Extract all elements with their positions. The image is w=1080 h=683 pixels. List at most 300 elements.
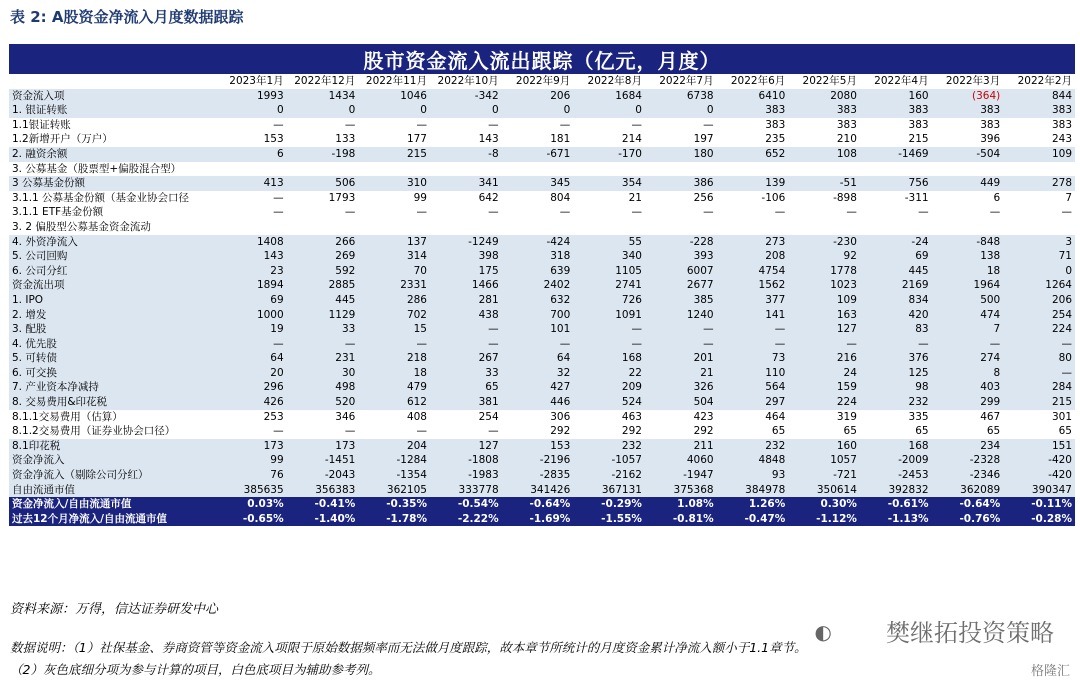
table-cell: -51 xyxy=(788,176,860,191)
table-cell xyxy=(358,220,430,235)
table-cell: -721 xyxy=(788,468,860,483)
row-label: 资金净流入/自由流通市值 xyxy=(9,497,215,512)
table-cell: -2009 xyxy=(860,453,932,468)
table-row xyxy=(9,191,1075,206)
table-cell: 160 xyxy=(788,439,860,454)
table-cell: 1894 xyxy=(215,278,287,293)
table-cell: -1.78% xyxy=(358,512,430,527)
table-cell: -170 xyxy=(573,147,645,162)
table-cell: 335 xyxy=(860,410,932,425)
table-cell: 592 xyxy=(287,264,359,279)
table-cell: 354 xyxy=(573,176,645,191)
table-cell: — xyxy=(645,205,717,220)
table-cell: -24 xyxy=(860,235,932,250)
table-cell: — xyxy=(287,118,359,133)
table-cell: 64 xyxy=(502,351,574,366)
table-cell: 296 xyxy=(215,380,287,395)
table-cell: -2196 xyxy=(502,453,574,468)
table-cell: — xyxy=(717,205,789,220)
table-cell: 224 xyxy=(1003,322,1075,337)
table-cell: 0 xyxy=(287,103,359,118)
fund-flow-grid xyxy=(9,74,1075,526)
table-cell: -0.76% xyxy=(932,512,1004,527)
table-cell: 65 xyxy=(860,424,932,439)
table-cell: 173 xyxy=(287,439,359,454)
table-cell: -1983 xyxy=(430,468,502,483)
table-cell: -2162 xyxy=(573,468,645,483)
row-label: 5. 可转债 xyxy=(9,351,215,366)
table-cell: 235 xyxy=(717,132,789,147)
table-cell: 254 xyxy=(1003,308,1075,323)
table-cell: 19 xyxy=(215,322,287,337)
table-cell: -1808 xyxy=(430,453,502,468)
table-cell: — xyxy=(215,191,287,206)
table-cell: — xyxy=(430,205,502,220)
row-label: 3 公募基金份额 xyxy=(9,176,215,191)
table-cell: 2169 xyxy=(860,278,932,293)
table-row xyxy=(9,351,1075,366)
table-cell: -2328 xyxy=(932,453,1004,468)
table-cell xyxy=(717,220,789,235)
table-cell: 377 xyxy=(717,293,789,308)
month-header: 2022年11月 xyxy=(358,74,430,89)
table-title: 股市资金流入流出跟踪（亿元，月度） xyxy=(9,44,1075,74)
table-cell: 231 xyxy=(287,351,359,366)
table-cell: 0 xyxy=(430,103,502,118)
table-cell: -1.12% xyxy=(788,512,860,527)
table-cell: 292 xyxy=(502,424,574,439)
table-cell: 168 xyxy=(573,351,645,366)
table-cell: 1.08% xyxy=(645,497,717,512)
table-cell: — xyxy=(788,337,860,352)
table-row xyxy=(9,322,1075,337)
table-cell: 319 xyxy=(788,410,860,425)
table-cell: 702 xyxy=(358,308,430,323)
table-cell: 0 xyxy=(573,103,645,118)
table-cell: — xyxy=(645,118,717,133)
table-cell: 383 xyxy=(860,103,932,118)
row-label: 资金流出项 xyxy=(9,278,215,293)
table-cell xyxy=(430,162,502,177)
table-cell: 375368 xyxy=(645,483,717,498)
table-cell: 141 xyxy=(717,308,789,323)
table-cell: -504 xyxy=(932,147,1004,162)
table-cell: 393 xyxy=(645,249,717,264)
table-cell: 55 xyxy=(573,235,645,250)
table-cell: 0.03% xyxy=(215,497,287,512)
table-cell: 197 xyxy=(645,132,717,147)
table-cell: 6738 xyxy=(645,89,717,104)
table-cell: 80 xyxy=(1003,351,1075,366)
table-cell: 356383 xyxy=(287,483,359,498)
table-cell: 99 xyxy=(358,191,430,206)
table-cell: -0.65% xyxy=(215,512,287,527)
table-cell: 281 xyxy=(430,293,502,308)
table-cell: 215 xyxy=(1003,395,1075,410)
data-note-1: 数据说明：（1）社保基金、券商资管等资金流入项限于原始数据频率而无法做月度跟踪，故本章节所统计的月度资金累计净流入额小于1.1章节。 xyxy=(10,640,807,655)
row-label: 1.1银证转账 xyxy=(9,118,215,133)
table-cell: 383 xyxy=(932,118,1004,133)
table-cell: 159 xyxy=(788,380,860,395)
table-cell: 286 xyxy=(358,293,430,308)
row-label: 1. IPO xyxy=(9,293,215,308)
table-cell: — xyxy=(430,424,502,439)
table-cell: -1469 xyxy=(860,147,932,162)
table-cell: — xyxy=(358,424,430,439)
table-cell: 333778 xyxy=(430,483,502,498)
table-cell: 318 xyxy=(502,249,574,264)
table-cell: 4754 xyxy=(717,264,789,279)
table-cell: 423 xyxy=(645,410,717,425)
table-cell: 232 xyxy=(573,439,645,454)
table-cell: -230 xyxy=(788,235,860,250)
table-cell: — xyxy=(573,337,645,352)
table-cell: 446 xyxy=(502,395,574,410)
table-cell: 65 xyxy=(430,380,502,395)
table-cell: 3 xyxy=(1003,235,1075,250)
table-cell: 445 xyxy=(287,293,359,308)
table-cell: 215 xyxy=(358,147,430,162)
table-cell: 383 xyxy=(860,118,932,133)
table-cell: — xyxy=(1003,337,1075,352)
table-cell: 218 xyxy=(358,351,430,366)
table-row xyxy=(9,410,1075,425)
table-cell: -228 xyxy=(645,235,717,250)
table-cell xyxy=(788,220,860,235)
table-cell: 652 xyxy=(717,147,789,162)
table-cell: 376 xyxy=(860,351,932,366)
row-label: 4. 优先股 xyxy=(9,337,215,352)
row-label: 自由流通市值 xyxy=(9,483,215,498)
table-cell: 500 xyxy=(932,293,1004,308)
table-cell: 109 xyxy=(788,293,860,308)
table-cell: -0.64% xyxy=(502,497,574,512)
table-cell: 524 xyxy=(573,395,645,410)
table-cell: 390347 xyxy=(1003,483,1075,498)
table-cell: -1249 xyxy=(430,235,502,250)
table-cell: — xyxy=(573,322,645,337)
table-cell: 292 xyxy=(645,424,717,439)
table-cell: 65 xyxy=(932,424,1004,439)
table-row xyxy=(9,103,1075,118)
table-cell: 65 xyxy=(788,424,860,439)
table-cell: 232 xyxy=(860,395,932,410)
month-header: 2022年4月 xyxy=(860,74,932,89)
table-cell: 726 xyxy=(573,293,645,308)
table-cell: 464 xyxy=(717,410,789,425)
row-label: 3. 配股 xyxy=(9,322,215,337)
row-label: 资金净流入（剔除公司分红） xyxy=(9,468,215,483)
table-cell xyxy=(358,162,430,177)
table-cell xyxy=(287,162,359,177)
table-cell: 127 xyxy=(788,322,860,337)
table-cell: 326 xyxy=(645,380,717,395)
table-cell xyxy=(1003,220,1075,235)
table-cell xyxy=(788,162,860,177)
table-cell xyxy=(287,220,359,235)
table-cell: 4848 xyxy=(717,453,789,468)
table-cell: 700 xyxy=(502,308,574,323)
row-label: 7. 产业资本净减持 xyxy=(9,380,215,395)
table-row xyxy=(9,205,1075,220)
table-cell: 0 xyxy=(1003,264,1075,279)
table-cell: 362089 xyxy=(932,483,1004,498)
table-cell: -1.69% xyxy=(502,512,574,527)
table-row xyxy=(9,147,1075,162)
table-cell: 243 xyxy=(1003,132,1075,147)
row-label: 3. 公募基金（股票型+偏股混合型） xyxy=(9,162,215,177)
table-cell: 1434 xyxy=(287,89,359,104)
table-cell: 1046 xyxy=(358,89,430,104)
table-cell: 306 xyxy=(502,410,574,425)
row-label: 5. 公司回购 xyxy=(9,249,215,264)
table-cell: 30 xyxy=(287,366,359,381)
table-cell: 301 xyxy=(1003,410,1075,425)
table-cell: 211 xyxy=(645,439,717,454)
table-cell: 463 xyxy=(573,410,645,425)
table-cell: 109 xyxy=(1003,147,1075,162)
table-cell: 2080 xyxy=(788,89,860,104)
table-cell: 21 xyxy=(645,366,717,381)
month-header: 2023年1月 xyxy=(215,74,287,89)
table-cell: -671 xyxy=(502,147,574,162)
row-label: 3. 2 偏股型公募基金资金流动 xyxy=(9,220,215,235)
table-cell: 632 xyxy=(502,293,574,308)
table-row xyxy=(9,278,1075,293)
table-cell: 2677 xyxy=(645,278,717,293)
table-cell: -0.28% xyxy=(1003,512,1075,527)
table-cell: 408 xyxy=(358,410,430,425)
table-cell: 215 xyxy=(860,132,932,147)
table-cell: — xyxy=(717,337,789,352)
table-cell: — xyxy=(1003,205,1075,220)
table-cell: 413 xyxy=(215,176,287,191)
table-cell: — xyxy=(788,205,860,220)
table-cell: 292 xyxy=(573,424,645,439)
table-cell: -0.61% xyxy=(860,497,932,512)
table-cell: -1.40% xyxy=(287,512,359,527)
table-cell: 92 xyxy=(788,249,860,264)
table-cell: 0 xyxy=(502,103,574,118)
table-row xyxy=(9,162,1075,177)
table-cell: 844 xyxy=(1003,89,1075,104)
row-label: 1. 银证转账 xyxy=(9,103,215,118)
table-cell: 208 xyxy=(717,249,789,264)
table-cell: 0.30% xyxy=(788,497,860,512)
table-row xyxy=(9,497,1075,512)
table-cell: — xyxy=(358,118,430,133)
row-label: 1.2新增开户（万户） xyxy=(9,132,215,147)
table-cell: 108 xyxy=(788,147,860,162)
month-header: 2022年6月 xyxy=(717,74,789,89)
fund-flow-table xyxy=(9,44,1075,526)
table-cell: 383 xyxy=(717,118,789,133)
table-cell: -0.54% xyxy=(430,497,502,512)
month-header-row xyxy=(9,74,1075,89)
row-label: 2. 融资余额 xyxy=(9,147,215,162)
table-cell: 204 xyxy=(358,439,430,454)
table-cell: 381 xyxy=(430,395,502,410)
table-cell: 398 xyxy=(430,249,502,264)
table-cell: 69 xyxy=(860,249,932,264)
table-row xyxy=(9,424,1075,439)
table-cell: 1778 xyxy=(788,264,860,279)
table-cell: 438 xyxy=(430,308,502,323)
table-cell: — xyxy=(287,337,359,352)
table-cell: 160 xyxy=(860,89,932,104)
table-cell: — xyxy=(358,205,430,220)
table-cell: 504 xyxy=(645,395,717,410)
table-cell: -420 xyxy=(1003,468,1075,483)
table-cell: 341426 xyxy=(502,483,574,498)
table-cell: 2402 xyxy=(502,278,574,293)
table-cell: 21 xyxy=(573,191,645,206)
table-cell: — xyxy=(573,205,645,220)
table-cell: 127 xyxy=(430,439,502,454)
table-cell: — xyxy=(430,322,502,337)
table-row xyxy=(9,395,1075,410)
table-cell: 153 xyxy=(215,132,287,147)
table-cell: -8 xyxy=(430,147,502,162)
row-label: 8. 交易费用&印花税 xyxy=(9,395,215,410)
table-cell: -198 xyxy=(287,147,359,162)
table-cell: 125 xyxy=(860,366,932,381)
table-cell: 1000 xyxy=(215,308,287,323)
table-cell: 234 xyxy=(932,439,1004,454)
table-cell: 498 xyxy=(287,380,359,395)
table-cell: — xyxy=(215,205,287,220)
table-cell xyxy=(502,162,574,177)
table-cell: 201 xyxy=(645,351,717,366)
table-cell: — xyxy=(287,424,359,439)
table-cell: 1105 xyxy=(573,264,645,279)
table-row xyxy=(9,293,1075,308)
table-cell: 385635 xyxy=(215,483,287,498)
table-cell: 65 xyxy=(717,424,789,439)
table-cell: 4060 xyxy=(645,453,717,468)
table-cell: 168 xyxy=(860,439,932,454)
table-cell: 0 xyxy=(215,103,287,118)
table-cell: 64 xyxy=(215,351,287,366)
table-row xyxy=(9,468,1075,483)
table-cell: 1964 xyxy=(932,278,1004,293)
table-cell: 284 xyxy=(1003,380,1075,395)
table-cell: — xyxy=(860,337,932,352)
table-cell: 804 xyxy=(502,191,574,206)
table-cell: -424 xyxy=(502,235,574,250)
table-cell: 564 xyxy=(717,380,789,395)
table-row xyxy=(9,264,1075,279)
table-cell xyxy=(932,162,1004,177)
table-cell: 2741 xyxy=(573,278,645,293)
table-cell: -1057 xyxy=(573,453,645,468)
table-cell: 163 xyxy=(788,308,860,323)
table-cell: 209 xyxy=(573,380,645,395)
table-cell: -0.29% xyxy=(573,497,645,512)
table-cell: -0.64% xyxy=(932,497,1004,512)
table-cell: 267 xyxy=(430,351,502,366)
table-cell: 8 xyxy=(932,366,1004,381)
table-cell: 467 xyxy=(932,410,1004,425)
table-cell: — xyxy=(502,205,574,220)
table-cell: 181 xyxy=(502,132,574,147)
table-cell: 1.26% xyxy=(717,497,789,512)
month-header: 2022年9月 xyxy=(502,74,574,89)
row-label: 8.1.1交易费用（估算） xyxy=(9,410,215,425)
table-cell: 1091 xyxy=(573,308,645,323)
table-cell: — xyxy=(573,118,645,133)
table-cell: 133 xyxy=(287,132,359,147)
table-cell: 834 xyxy=(860,293,932,308)
table-row xyxy=(9,132,1075,147)
table-cell: — xyxy=(215,118,287,133)
table-cell: 1264 xyxy=(1003,278,1075,293)
row-label: 3.1.1 ETF基金份额 xyxy=(9,205,215,220)
table-cell xyxy=(645,220,717,235)
table-cell: 18 xyxy=(932,264,1004,279)
table-cell: 1466 xyxy=(430,278,502,293)
table-cell: -0.11% xyxy=(1003,497,1075,512)
table-cell: 367131 xyxy=(573,483,645,498)
table-cell: -106 xyxy=(717,191,789,206)
table-cell: 210 xyxy=(788,132,860,147)
table-cell: 1793 xyxy=(287,191,359,206)
table-cell: 2331 xyxy=(358,278,430,293)
table-cell: 274 xyxy=(932,351,1004,366)
table-cell: 445 xyxy=(860,264,932,279)
table-row xyxy=(9,220,1075,235)
table-cell: -0.41% xyxy=(287,497,359,512)
table-cell: 345 xyxy=(502,176,574,191)
table-cell: 224 xyxy=(788,395,860,410)
month-header: 2022年7月 xyxy=(645,74,717,89)
table-cell: 71 xyxy=(1003,249,1075,264)
table-cell: 0 xyxy=(358,103,430,118)
table-cell: 314 xyxy=(358,249,430,264)
table-cell: 33 xyxy=(430,366,502,381)
table-cell: 32 xyxy=(502,366,574,381)
table-cell: -1284 xyxy=(358,453,430,468)
table-cell xyxy=(932,220,1004,235)
table-cell: 383 xyxy=(717,103,789,118)
data-note-2: （2）灰色底细分项为参与计算的项目，白色底项目为辅助参考列。 xyxy=(10,662,381,677)
table-cell: — xyxy=(645,322,717,337)
table-cell: 15 xyxy=(358,322,430,337)
table-cell: 362105 xyxy=(358,483,430,498)
table-cell: 297 xyxy=(717,395,789,410)
table-cell: 139 xyxy=(717,176,789,191)
table-cell xyxy=(502,220,574,235)
table-cell: — xyxy=(1003,366,1075,381)
table-cell: -1.55% xyxy=(573,512,645,527)
table-row xyxy=(9,380,1075,395)
row-label: 6. 公司分红 xyxy=(9,264,215,279)
table-cell: — xyxy=(502,118,574,133)
month-header: 2022年3月 xyxy=(932,74,1004,89)
table-cell: 7 xyxy=(932,322,1004,337)
table-cell: 6 xyxy=(932,191,1004,206)
month-header: 2022年8月 xyxy=(573,74,645,89)
row-label: 2. 增发 xyxy=(9,308,215,323)
table-cell: 299 xyxy=(932,395,1004,410)
month-header: 2022年12月 xyxy=(287,74,359,89)
table-row xyxy=(9,512,1075,527)
table-row xyxy=(9,483,1075,498)
table-cell: — xyxy=(932,337,1004,352)
header-blank-cell xyxy=(9,74,215,89)
table-cell: 138 xyxy=(932,249,1004,264)
table-cell: -898 xyxy=(788,191,860,206)
